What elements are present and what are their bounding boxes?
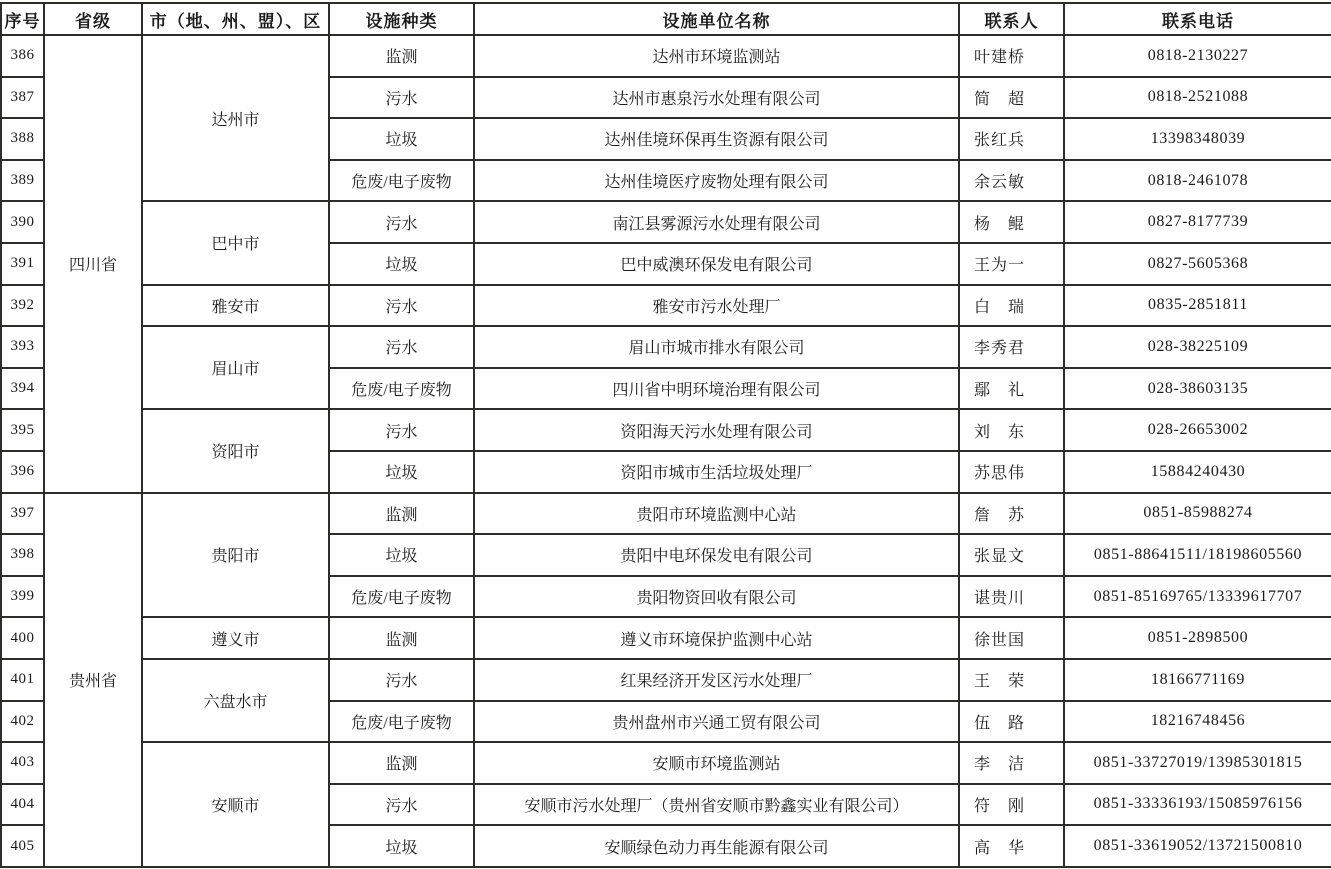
facility-type-cell: 监测 bbox=[329, 493, 474, 535]
table-row bbox=[1, 409, 1331, 451]
contact-phone-cell: 0827-5605368 bbox=[1064, 243, 1331, 285]
contact-phone-cell: 028-38603135 bbox=[1064, 368, 1331, 410]
contact-phone-cell: 18216748456 bbox=[1064, 701, 1331, 743]
column-header-contact-name: 联系人 bbox=[959, 3, 1064, 35]
contact-name-cell: 白 瑞 bbox=[959, 285, 1064, 327]
table-row bbox=[1, 201, 1331, 243]
column-header-province: 省级 bbox=[44, 3, 142, 35]
row-number-cell: 398 bbox=[1, 534, 44, 576]
contact-name-cell: 符 刚 bbox=[959, 784, 1064, 826]
city-cell: 遵义市 bbox=[142, 617, 329, 659]
facility-name-cell: 眉山市城市排水有限公司 bbox=[474, 326, 959, 368]
contact-name-cell: 苏思伟 bbox=[959, 451, 1064, 493]
facility-name-cell: 达州佳境医疗废物处理有限公司 bbox=[474, 160, 959, 202]
facility-name-cell: 贵阳中电环保发电有限公司 bbox=[474, 534, 959, 576]
facility-type-cell: 危废/电子废物 bbox=[329, 160, 474, 202]
row-number-cell: 387 bbox=[1, 77, 44, 119]
facility-name-cell: 南江县雾源污水处理有限公司 bbox=[474, 201, 959, 243]
province-cell: 贵州省 bbox=[44, 493, 142, 867]
facility-type-cell: 污水 bbox=[329, 326, 474, 368]
contact-phone-cell: 0851-33619052/13721500810 bbox=[1064, 825, 1331, 867]
city-cell: 贵阳市 bbox=[142, 493, 329, 618]
table-row bbox=[1, 35, 1331, 77]
column-header-facility-name: 设施单位名称 bbox=[474, 3, 959, 35]
facility-type-cell: 监测 bbox=[329, 35, 474, 77]
contact-phone-cell: 0851-85169765/13339617707 bbox=[1064, 576, 1331, 618]
table-row bbox=[1, 285, 1331, 327]
contact-name-cell: 杨 鲲 bbox=[959, 201, 1064, 243]
facility-name-cell: 遵义市环境保护监测中心站 bbox=[474, 617, 959, 659]
contact-phone-cell: 18166771169 bbox=[1064, 659, 1331, 701]
city-cell: 六盘水市 bbox=[142, 659, 329, 742]
row-number-cell: 404 bbox=[1, 784, 44, 826]
contact-name-cell: 谌贵川 bbox=[959, 576, 1064, 618]
row-number-cell: 401 bbox=[1, 659, 44, 701]
facility-name-cell: 达州市环境监测站 bbox=[474, 35, 959, 77]
facility-type-cell: 垃圾 bbox=[329, 243, 474, 285]
row-number-cell: 400 bbox=[1, 617, 44, 659]
row-number-cell: 388 bbox=[1, 118, 44, 160]
column-header-facility-type: 设施种类 bbox=[329, 3, 474, 35]
facility-name-cell: 安顺市环境监测站 bbox=[474, 742, 959, 784]
contact-phone-cell: 0818-2521088 bbox=[1064, 77, 1331, 119]
row-number-cell: 390 bbox=[1, 201, 44, 243]
contact-name-cell: 简 超 bbox=[959, 77, 1064, 119]
table-row bbox=[1, 326, 1331, 368]
row-number-cell: 394 bbox=[1, 368, 44, 410]
facility-type-cell: 垃圾 bbox=[329, 451, 474, 493]
facility-type-cell: 污水 bbox=[329, 409, 474, 451]
facility-name-cell: 贵阳物资回收有限公司 bbox=[474, 576, 959, 618]
contact-name-cell: 张红兵 bbox=[959, 118, 1064, 160]
facility-type-cell: 垃圾 bbox=[329, 534, 474, 576]
city-cell: 眉山市 bbox=[142, 326, 329, 409]
contact-phone-cell: 028-26653002 bbox=[1064, 409, 1331, 451]
facility-type-cell: 垃圾 bbox=[329, 825, 474, 867]
contact-phone-cell: 0851-33336193/15085976156 bbox=[1064, 784, 1331, 826]
city-cell: 安顺市 bbox=[142, 742, 329, 867]
contact-name-cell: 李秀君 bbox=[959, 326, 1064, 368]
city-cell: 达州市 bbox=[142, 35, 329, 201]
contact-name-cell: 张显文 bbox=[959, 534, 1064, 576]
table-row bbox=[1, 742, 1331, 784]
contact-name-cell: 李 洁 bbox=[959, 742, 1064, 784]
table-header bbox=[1, 3, 1331, 35]
facility-type-cell: 污水 bbox=[329, 285, 474, 327]
facility-name-cell: 达州市惠泉污水处理有限公司 bbox=[474, 77, 959, 119]
facility-name-cell: 红果经济开发区污水处理厂 bbox=[474, 659, 959, 701]
facility-name-cell: 巴中威澳环保发电有限公司 bbox=[474, 243, 959, 285]
facility-name-cell: 贵阳市环境监测中心站 bbox=[474, 493, 959, 535]
city-cell: 资阳市 bbox=[142, 409, 329, 492]
city-cell: 雅安市 bbox=[142, 285, 329, 327]
city-cell: 巴中市 bbox=[142, 201, 329, 284]
facility-type-cell: 污水 bbox=[329, 784, 474, 826]
facility-name-cell: 资阳海天污水处理有限公司 bbox=[474, 409, 959, 451]
province-cell: 四川省 bbox=[44, 35, 142, 493]
facility-name-cell: 贵州盘州市兴通工贸有限公司 bbox=[474, 701, 959, 743]
facility-name-cell: 安顺绿色动力再生能源有限公司 bbox=[474, 825, 959, 867]
contact-phone-cell: 0818-2461078 bbox=[1064, 160, 1331, 202]
contact-phone-cell: 13398348039 bbox=[1064, 118, 1331, 160]
contact-phone-cell: 0827-8177739 bbox=[1064, 201, 1331, 243]
facility-name-cell: 雅安市污水处理厂 bbox=[474, 285, 959, 327]
contact-name-cell: 伍 路 bbox=[959, 701, 1064, 743]
row-number-cell: 403 bbox=[1, 742, 44, 784]
facility-name-cell: 四川省中明环境治理有限公司 bbox=[474, 368, 959, 410]
facility-type-cell: 危废/电子废物 bbox=[329, 368, 474, 410]
contact-phone-cell: 0851-2898500 bbox=[1064, 617, 1331, 659]
contact-name-cell: 余云敏 bbox=[959, 160, 1064, 202]
row-number-cell: 397 bbox=[1, 493, 44, 535]
row-number-cell: 395 bbox=[1, 409, 44, 451]
facility-type-cell: 垃圾 bbox=[329, 118, 474, 160]
column-header-number: 序号 bbox=[1, 3, 44, 35]
facility-type-cell: 污水 bbox=[329, 659, 474, 701]
row-number-cell: 393 bbox=[1, 326, 44, 368]
column-header-contact-phone: 联系电话 bbox=[1064, 3, 1331, 35]
row-number-cell: 405 bbox=[1, 825, 44, 867]
table-row bbox=[1, 617, 1331, 659]
facility-contact-table bbox=[0, 2, 1331, 868]
facility-type-cell: 监测 bbox=[329, 617, 474, 659]
table-row bbox=[1, 493, 1331, 535]
row-number-cell: 399 bbox=[1, 576, 44, 618]
contact-name-cell: 高 华 bbox=[959, 825, 1064, 867]
facility-type-cell: 危废/电子废物 bbox=[329, 576, 474, 618]
row-number-cell: 392 bbox=[1, 285, 44, 327]
contact-name-cell: 徐世国 bbox=[959, 617, 1064, 659]
contact-name-cell: 鄢 礼 bbox=[959, 368, 1064, 410]
contact-phone-cell: 0851-85988274 bbox=[1064, 493, 1331, 535]
contact-phone-cell: 15884240430 bbox=[1064, 451, 1331, 493]
contact-phone-cell: 0818-2130227 bbox=[1064, 35, 1331, 77]
column-header-city: 市（地、州、盟）、区 bbox=[142, 3, 329, 35]
facility-name-cell: 达州佳境环保再生资源有限公司 bbox=[474, 118, 959, 160]
row-number-cell: 402 bbox=[1, 701, 44, 743]
contact-name-cell: 詹 苏 bbox=[959, 493, 1064, 535]
row-number-cell: 396 bbox=[1, 451, 44, 493]
row-number-cell: 389 bbox=[1, 160, 44, 202]
contact-name-cell: 刘 东 bbox=[959, 409, 1064, 451]
facility-name-cell: 资阳市城市生活垃圾处理厂 bbox=[474, 451, 959, 493]
header-row bbox=[1, 3, 1331, 35]
table-row bbox=[1, 659, 1331, 701]
row-number-cell: 391 bbox=[1, 243, 44, 285]
facility-type-cell: 污水 bbox=[329, 77, 474, 119]
facility-type-cell: 污水 bbox=[329, 201, 474, 243]
row-number-cell: 386 bbox=[1, 35, 44, 77]
contact-name-cell: 王 荣 bbox=[959, 659, 1064, 701]
contact-phone-cell: 0835-2851811 bbox=[1064, 285, 1331, 327]
contact-name-cell: 王为一 bbox=[959, 243, 1064, 285]
contact-phone-cell: 028-38225109 bbox=[1064, 326, 1331, 368]
facility-name-cell: 安顺市污水处理厂（贵州省安顺市黔鑫实业有限公司） bbox=[474, 784, 959, 826]
facility-type-cell: 监测 bbox=[329, 742, 474, 784]
table-body bbox=[1, 35, 1331, 867]
contact-phone-cell: 0851-88641511/18198605560 bbox=[1064, 534, 1331, 576]
facility-type-cell: 危废/电子废物 bbox=[329, 701, 474, 743]
contact-phone-cell: 0851-33727019/13985301815 bbox=[1064, 742, 1331, 784]
contact-name-cell: 叶建桥 bbox=[959, 35, 1064, 77]
